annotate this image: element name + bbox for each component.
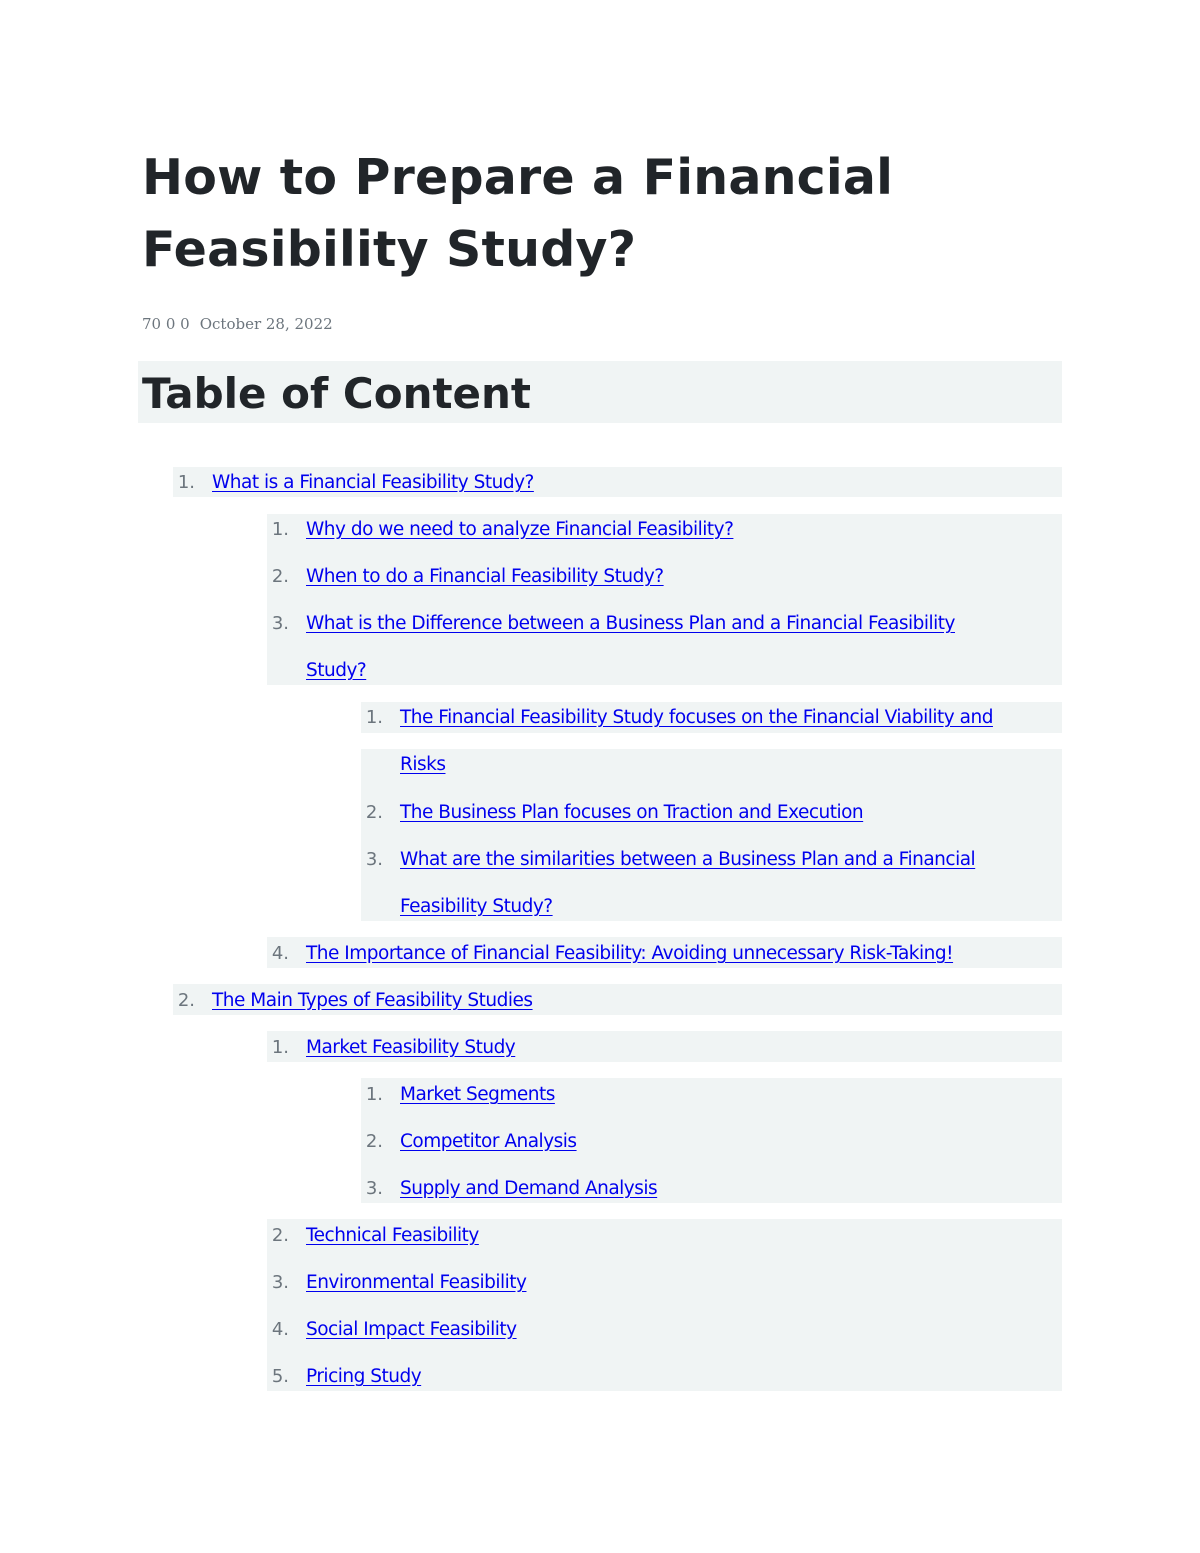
toc-item-number: 2. bbox=[365, 1131, 383, 1152]
toc-item-number: 2. bbox=[271, 566, 289, 587]
toc-link-competitor-analysis[interactable]: Competitor Analysis bbox=[400, 1131, 577, 1152]
toc-header bbox=[138, 361, 1062, 423]
toc-item-number: 3. bbox=[271, 1272, 289, 1293]
toc-link-what-is-financial-feasibility[interactable]: What is a Financial Feasibility Study? bbox=[212, 472, 534, 493]
toc-item-number: 3. bbox=[365, 849, 383, 870]
toc-link-traction-execution[interactable]: The Business Plan focuses on Traction and Execution bbox=[400, 802, 864, 823]
engagement-counts: 70 0 0 bbox=[142, 315, 190, 333]
toc-item-number: 4. bbox=[271, 943, 289, 964]
toc-link-importance[interactable]: The Importance of Financial Feasibility: Avoiding unnecessary Risk-Taking! bbox=[306, 943, 954, 964]
toc-link-social-impact[interactable]: Social Impact Feasibility bbox=[306, 1319, 517, 1340]
toc-item-number: 1. bbox=[365, 707, 383, 728]
toc-link-similarities-cont[interactable]: Feasibility Study? bbox=[400, 896, 553, 917]
toc-link-when-to-do[interactable]: When to do a Financial Feasibility Study? bbox=[306, 566, 664, 587]
toc-link-viability-risks-cont[interactable]: Risks bbox=[400, 754, 446, 775]
toc-item-number: 3. bbox=[271, 613, 289, 634]
article-meta bbox=[142, 313, 333, 335]
toc-item-number: 1. bbox=[365, 1084, 383, 1105]
toc-link-difference-business-plan[interactable]: What is the Difference between a Business Plan and a Financial Feasibility bbox=[306, 613, 955, 634]
toc-item-number: 5. bbox=[271, 1366, 289, 1387]
toc-link-pricing-study[interactable]: Pricing Study bbox=[306, 1366, 422, 1387]
toc-link-supply-demand[interactable]: Supply and Demand Analysis bbox=[400, 1178, 658, 1199]
toc-link-difference-business-plan-cont[interactable]: Study? bbox=[306, 660, 367, 681]
publish-date: October 28, 2022 bbox=[199, 315, 333, 333]
toc-heading: Table of Content bbox=[142, 369, 532, 418]
toc-item-number: 2. bbox=[365, 802, 383, 823]
toc-item-number: 1. bbox=[177, 472, 195, 493]
toc-item-number: 3. bbox=[365, 1178, 383, 1199]
toc-link-technical-feasibility[interactable]: Technical Feasibility bbox=[306, 1225, 479, 1246]
page-title: How to Prepare a Financial Feasibility Study? bbox=[142, 149, 894, 278]
toc-link-main-types[interactable]: The Main Types of Feasibility Studies bbox=[212, 990, 533, 1011]
toc-link-market-feasibility[interactable]: Market Feasibility Study bbox=[306, 1037, 516, 1058]
toc-item-number: 4. bbox=[271, 1319, 289, 1340]
toc-link-market-segments[interactable]: Market Segments bbox=[400, 1084, 555, 1105]
toc-item-number: 1. bbox=[271, 1037, 289, 1058]
toc-link-why-analyze[interactable]: Why do we need to analyze Financial Feasibility? bbox=[306, 519, 734, 540]
toc-link-viability-risks[interactable]: The Financial Feasibility Study focuses on the Financial Viability and bbox=[400, 707, 993, 728]
toc-item-number: 1. bbox=[271, 519, 289, 540]
toc-link-environmental-feasibility[interactable]: Environmental Feasibility bbox=[306, 1272, 527, 1293]
toc-link-similarities[interactable]: What are the similarities between a Business Plan and a Financial bbox=[400, 849, 976, 870]
toc-item-number: 2. bbox=[271, 1225, 289, 1246]
toc-item-number: 2. bbox=[177, 990, 195, 1011]
